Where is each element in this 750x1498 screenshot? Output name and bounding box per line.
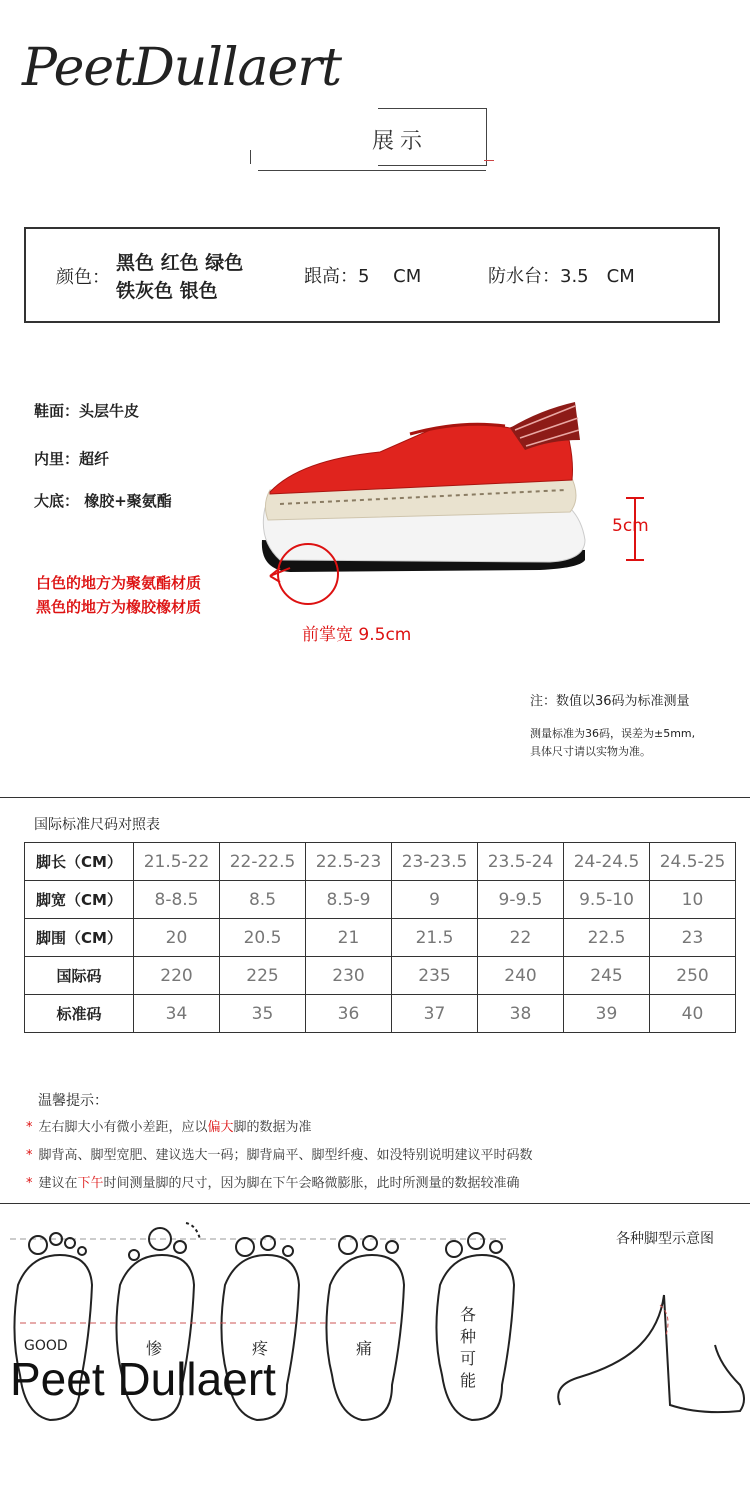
- foot-label-3: 疼: [252, 1339, 269, 1358]
- size-cell: 40: [650, 995, 736, 1033]
- size-cell: 8-8.5: [134, 881, 220, 919]
- measurement-detail-line-1: 测量标准为36码，误差为±5mm,: [530, 727, 696, 740]
- spec-color-values: [116, 249, 243, 305]
- foot-diagrams: [0, 1215, 750, 1445]
- note-white-material: 白色的地方为聚氨酯材质: [36, 574, 202, 592]
- size-cell: 250: [650, 957, 736, 995]
- foot-label-good: GOOD: [24, 1338, 68, 1354]
- size-cell: 20.5: [220, 919, 306, 957]
- size-cell: 22.5: [564, 919, 650, 957]
- spec-color-line-2: 铁灰色 银色: [116, 280, 218, 302]
- size-table-title: 国际标准尺码对照表: [34, 817, 160, 833]
- size-cell: 240: [478, 957, 564, 995]
- section-divider-bottom: [0, 1203, 750, 1204]
- size-table-row: [25, 881, 736, 919]
- note-black-material: 黑色的地方为橡胶橡材质: [36, 598, 202, 616]
- foot-label-5: 各种可能: [460, 1305, 477, 1390]
- tip-2: [26, 1144, 533, 1163]
- foot-types-caption: 各种脚型示意图: [616, 1231, 714, 1247]
- size-cell: 23: [650, 919, 736, 957]
- tip-3-text-b: 时间测量脚的尺寸，因为脚在下午会略微膨胀，此时所测量的数据较准确: [103, 1176, 520, 1191]
- size-cell: 37: [392, 995, 478, 1033]
- size-cell: 38: [478, 995, 564, 1033]
- size-cell: 21: [306, 919, 392, 957]
- size-cell: 8.5-9: [306, 881, 392, 919]
- material-lining: 内里：超纤: [34, 450, 110, 468]
- size-table-row: [25, 843, 736, 881]
- material-sole: 大底： 橡胶+聚氨酯: [34, 492, 172, 510]
- size-table-row: [25, 919, 736, 957]
- size-row-label: 脚围（CM）: [25, 919, 134, 957]
- size-cell: 9: [392, 881, 478, 919]
- tip-star: *: [26, 1176, 33, 1191]
- tips-title: 温馨提示：: [38, 1093, 108, 1109]
- size-cell: 34: [134, 995, 220, 1033]
- tip-1-text-b: 脚的数据为准: [233, 1120, 312, 1135]
- banner-divider: [250, 150, 255, 164]
- brand-watermark: Peet Dullaert: [10, 1353, 276, 1405]
- tip-1-text-a: 左右脚大小有微小差距，应以: [38, 1120, 208, 1135]
- shoe-illustration: [240, 390, 660, 620]
- size-cell: 235: [392, 957, 478, 995]
- foot-label-4: 痛: [356, 1339, 373, 1358]
- material-upper: 鞋面：头层牛皮: [34, 402, 140, 420]
- tip-3-text-a: 建议在: [38, 1176, 78, 1191]
- size-row-label: 国际码: [25, 957, 134, 995]
- tip-3: [26, 1172, 520, 1191]
- tip-star: *: [26, 1148, 33, 1163]
- size-cell: 220: [134, 957, 220, 995]
- size-cell: 23-23.5: [392, 843, 478, 881]
- size-cell: 225: [220, 957, 306, 995]
- banner-underline: [258, 170, 486, 171]
- tip-1: [26, 1116, 312, 1135]
- tip-2-text: 脚背高、脚型宽肥、建议选大一码；脚背扁平、脚型纤瘦、如没特别说明建议平时码数: [38, 1148, 533, 1163]
- width-label: 前掌宽 9.5cm: [302, 625, 412, 645]
- size-cell: 22.5-23: [306, 843, 392, 881]
- size-cell: 39: [564, 995, 650, 1033]
- size-cell: 24-24.5: [564, 843, 650, 881]
- size-cell: 9-9.5: [478, 881, 564, 919]
- size-cell: 23.5-24: [478, 843, 564, 881]
- tip-3-highlight: 下午: [77, 1176, 104, 1191]
- size-cell: 8.5: [220, 881, 306, 919]
- height-label: 5cm: [612, 516, 649, 536]
- measurement-detail: [530, 725, 695, 761]
- size-cell: 9.5-10: [564, 881, 650, 919]
- size-table: [24, 842, 736, 1033]
- section-divider-top: [0, 797, 750, 798]
- size-cell: 22: [478, 919, 564, 957]
- size-table-row: [25, 957, 736, 995]
- size-row-label: 标准码: [25, 995, 134, 1033]
- tip-star: *: [26, 1120, 33, 1135]
- foot-label-2: 惨: [146, 1339, 163, 1358]
- size-cell: 36: [306, 995, 392, 1033]
- size-cell: 230: [306, 957, 392, 995]
- size-cell: 35: [220, 995, 306, 1033]
- measurement-note: 注：数值以36码为标准测量: [530, 694, 690, 709]
- banner-title: 展示: [372, 129, 429, 154]
- size-row-label: 脚宽（CM）: [25, 881, 134, 919]
- spec-color-line-1: 黑色 红色 绿色: [116, 252, 244, 274]
- size-cell: 245: [564, 957, 650, 995]
- size-table-row: [25, 995, 736, 1033]
- spec-color-label: 颜色：: [56, 267, 110, 288]
- tip-1-highlight: 偏大: [207, 1120, 234, 1135]
- size-cell: 24.5-25: [650, 843, 736, 881]
- size-cell: 21.5: [392, 919, 478, 957]
- spec-heel-height: 跟高：5 CM: [304, 266, 422, 287]
- size-cell: 20: [134, 919, 220, 957]
- banner-accent: [484, 160, 494, 167]
- size-cell: 22-22.5: [220, 843, 306, 881]
- size-cell: 21.5-22: [134, 843, 220, 881]
- measurement-detail-line-2: 具体尺寸请以实物为准。: [530, 745, 651, 758]
- spec-platform-height: 防水台：3.5 CM: [488, 266, 635, 287]
- size-row-label: 脚长（CM）: [25, 843, 134, 881]
- size-cell: 10: [650, 881, 736, 919]
- brand-logo: PeetDullaert: [22, 38, 342, 98]
